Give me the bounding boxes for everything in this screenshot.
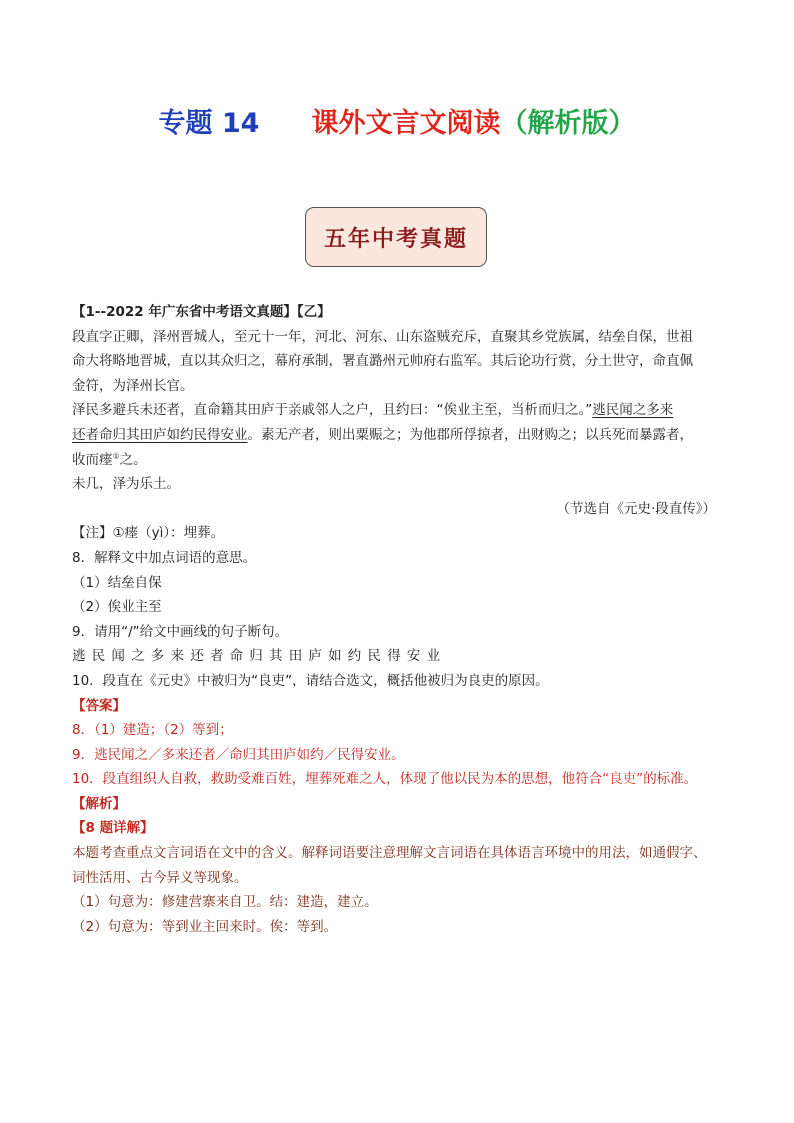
title-main: 课外文言文阅读 xyxy=(311,108,501,139)
passage-text: 收而瘗 xyxy=(72,451,113,468)
answer-text: 的标准。 xyxy=(643,771,698,788)
passage-text: 泽民多避兵未还者，直命籍其田庐于亲戚邻人之户，且约曰：“俟业主至，当析而归之。” xyxy=(72,402,593,419)
question-10: 10．段直在《元史》中被归为“良吏”，请结合选文，概括他被归为良吏的原因。 xyxy=(72,672,549,689)
question-8-item-2: （2）俟业主至 xyxy=(72,599,162,616)
document-body xyxy=(72,300,724,939)
analysis-line: 词性活用、古今异义等现象。 xyxy=(72,869,248,886)
detail-label: 【8 题详解】 xyxy=(72,820,154,837)
page-title xyxy=(0,104,794,144)
analysis-label: 【解析】 xyxy=(72,795,126,812)
answer-9: 9．逃民闻之／多来还者／命归其田庐如约／民得安业。 xyxy=(72,746,405,763)
passage-line xyxy=(72,448,724,473)
answer-label: 【答案】 xyxy=(72,697,126,714)
analysis-line: 本题考查重点文言词语在文中的含义。解释词语要注意理解文言词语在具体语言环境中的用法，如通假字、 xyxy=(72,845,707,862)
question-8-item-1: （1）结垒自保 xyxy=(72,574,162,591)
title-number: 专题 14 xyxy=(158,108,260,139)
question-8: 8．解释文中加点词语的意思。 xyxy=(72,549,257,566)
analysis-line: （1）句意为：修建营寨来自卫。结：建造，建立。 xyxy=(72,894,378,911)
answer-quote: “良吏” xyxy=(602,771,644,788)
passage-line: 命大将略地晋城，直以其众归之，幕府承制，署直潞州元帅府右监军。其后论功行赏，分土世守，命直佩 xyxy=(72,353,693,370)
passage-line: 金符，为泽州长官。 xyxy=(72,377,194,394)
analysis-line: （2）句意为：等到业主回来时。俟：等到。 xyxy=(72,918,338,935)
passage-line xyxy=(72,423,724,448)
section-label: 五年中考真题 xyxy=(323,225,468,252)
underlined-sentence: 还者命归其田庐如约民得安业 xyxy=(72,426,248,443)
question-header: 【1--2022 年广东省中考语文真题】【乙】 xyxy=(72,304,331,320)
passage-line xyxy=(72,398,724,423)
answer-text: 10．段直组织人自救，救助受难百姓，埋葬死难之人，体现了他以民为本的思想，他符合 xyxy=(72,771,603,788)
passage-line: 段直字正卿，泽州晋城人，至元十一年，河北、河东、山东盗贼充斥，直聚其乡党族属，结垒自保，世祖 xyxy=(72,328,693,345)
passage-text: 。素无产者，则出粟赈之；为他郡所俘掠者，出财购之；以兵死而暴露者， xyxy=(247,426,693,443)
footnote-marker: ① xyxy=(112,451,120,461)
note-line: 【注】①瘗（yì）：埋葬。 xyxy=(72,525,225,542)
passage-source: （节选自《元史·段直传》） xyxy=(556,500,716,517)
underlined-sentence: 逃民闻之多来 xyxy=(592,402,674,419)
title-sub: （解析版） xyxy=(500,108,636,139)
answer-10 xyxy=(72,767,724,792)
passage-text: 之。 xyxy=(119,451,147,468)
section-label-box xyxy=(305,207,487,267)
question-9: 9．请用“/”给文中画线的句子断句。 xyxy=(72,623,289,640)
passage-line: 未几，泽为乐土。 xyxy=(72,476,180,493)
question-9-text: 逃民闻之多来还者命归其田庐如约民得安业 xyxy=(72,648,447,665)
answer-8: 8．（1）建造；（2）等到； xyxy=(72,722,233,739)
